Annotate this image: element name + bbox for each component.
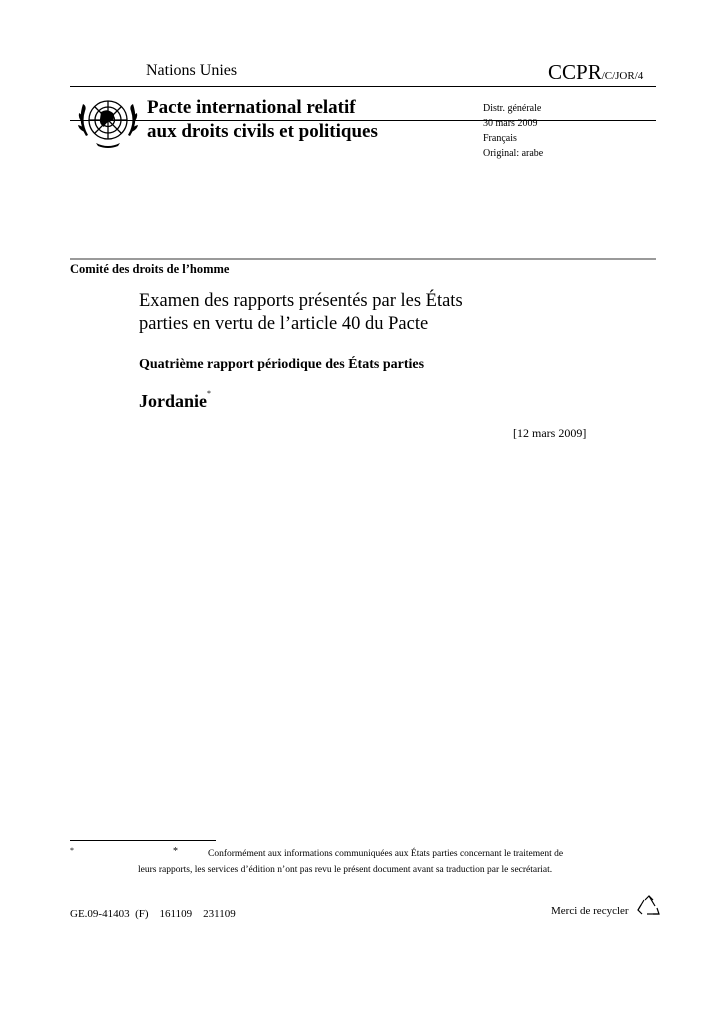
country-heading (139, 391, 211, 412)
footnote-marker: * (70, 846, 74, 855)
recycle-label: Merci de recycler (551, 905, 629, 917)
country-footnote-mark: * (207, 389, 212, 398)
footnote-star: * (173, 846, 178, 857)
distribution-type: Distr. générale (483, 103, 542, 114)
committee-name: Comité des droits de l’homme (70, 262, 230, 276)
footnote-separator (70, 840, 216, 841)
job-number: GE.09-41403 (F) 161109 231109 (70, 908, 236, 920)
distribution-block (483, 101, 543, 161)
country-name: Jordanie (139, 391, 208, 411)
header-rule-middle (70, 120, 656, 121)
recycle-icon (636, 894, 662, 918)
un-emblem-icon (74, 92, 142, 152)
document-title-line-2: parties en vertu de l’article 40 du Pacte (139, 314, 429, 334)
original-language: Original: arabe (483, 148, 544, 159)
document-title-line-1: Examen des rapports présentés par les États (139, 291, 463, 311)
report-date: [12 mars 2009] (513, 426, 587, 440)
report-subtitle: Quatrième rapport périodique des États parties (139, 357, 425, 372)
footnote-text: Conformément aux informations communiquées aux États parties concernant le traitement de leurs rapports, les services d’édition n’ont pas revu le présent document avant sa traduction par le secrétariat. (138, 849, 564, 875)
symbol-sub: /C/JOR/4 (601, 70, 644, 82)
covenant-title-line-2: aux droits civils et politiques (147, 121, 378, 142)
covenant-title-line-1: Pacte international relatif (147, 97, 356, 118)
document-language: Français (483, 133, 517, 144)
document-date: 30 mars 2009 (483, 118, 538, 129)
organization-name: Nations Unies (146, 62, 238, 79)
document-symbol (548, 60, 643, 85)
document-title (139, 290, 463, 336)
header-rule-top (70, 86, 656, 87)
symbol-main: CCPR (548, 60, 602, 84)
header-rule-bottom (70, 258, 656, 260)
